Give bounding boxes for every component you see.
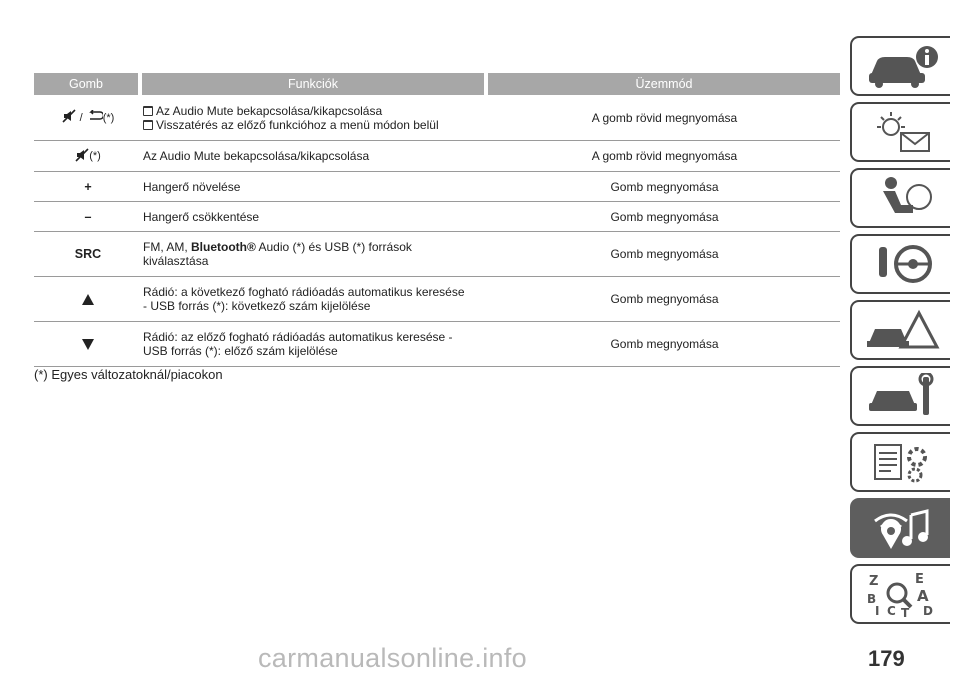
menu-key-icon [143, 120, 153, 130]
button-cell [34, 294, 142, 305]
header-gomb: Gomb [34, 73, 138, 95]
header-funkciok: Funkciók [142, 73, 484, 95]
mode-cell: Gomb megnyomása [610, 337, 719, 351]
function-cell: Rádió: az előző fogható rádióadás automatikus keresése - USB forrás (*): előző szám kijelölése [143, 330, 453, 358]
seat-airbag-icon [861, 175, 941, 221]
svg-text:I: I [875, 604, 880, 617]
tab-car-info[interactable] [850, 36, 950, 96]
watermark: carmanualsonline.info [258, 643, 527, 673]
page-number: 179 [868, 646, 905, 671]
mode-cell: Gomb megnyomása [610, 209, 719, 224]
tab-technical-data[interactable] [850, 432, 950, 492]
table-row [34, 141, 840, 172]
button-suffix: (*) [89, 150, 101, 162]
function-cell: FM, AM, Bluetooth® Audio (*) és USB (*) források kiválasztása [143, 240, 412, 268]
header-uzemmod: Üzemmód [488, 73, 840, 95]
table-header [34, 73, 840, 95]
table-row [34, 277, 840, 322]
chapter-tabs [850, 36, 960, 630]
svg-text:A: A [917, 587, 929, 605]
menu-key-icon [143, 106, 153, 116]
tab-warning-lights[interactable] [850, 102, 950, 162]
svg-text:E: E [915, 572, 924, 587]
button-cell [34, 148, 142, 165]
car-info-icon [861, 43, 941, 89]
button-plus: + [84, 179, 92, 194]
footnote: (*) Egyes változatoknál/piacokon [34, 367, 223, 382]
table-row [34, 322, 840, 367]
svg-text:B: B [867, 592, 877, 606]
table-row [34, 202, 840, 232]
table-row [34, 95, 840, 141]
mode-cell: Gomb megnyomása [610, 179, 719, 194]
function-cell: Az Audio Mute bekapcsolása/kikapcsolása Visszatérés az előző funkcióhoz a menü módon belül [142, 104, 489, 132]
svg-text:C: C [887, 604, 896, 617]
function-cell: Hangerő növelése [143, 179, 241, 194]
multimedia-icon [861, 505, 941, 551]
button-cell: / (*) [34, 109, 142, 126]
mode-cell: Gomb megnyomása [610, 292, 719, 306]
mute-icon [75, 148, 89, 165]
triangle-down-icon [82, 339, 94, 350]
table-row [34, 232, 840, 277]
tab-index[interactable] [850, 564, 950, 624]
button-minus: – [84, 209, 92, 224]
breakdown-icon [861, 307, 941, 353]
key-steering-icon [861, 241, 941, 287]
button-cell [34, 339, 142, 350]
tab-safety[interactable] [850, 168, 950, 228]
function-cell: Az Audio Mute bekapcsolása/kikapcsolása [143, 149, 370, 163]
mode-cell: A gomb rövid megnyomása [591, 149, 738, 163]
car-maintenance-icon [861, 373, 941, 419]
tab-emergency[interactable] [850, 300, 950, 360]
tab-multimedia[interactable] [850, 498, 950, 558]
technical-data-icon [861, 439, 941, 485]
mode-cell: Gomb megnyomása [610, 247, 719, 261]
svg-text:Z: Z [869, 574, 879, 589]
warning-lights-icon [861, 109, 941, 155]
tab-maintenance[interactable] [850, 366, 950, 426]
tab-starting[interactable] [850, 234, 950, 294]
function-cell: Hangerő csökkentése [143, 209, 260, 224]
svg-text:T: T [901, 606, 910, 617]
table-row [34, 172, 840, 202]
svg-text:D: D [923, 604, 933, 617]
function-cell: Rádió: a következő fogható rádióadás automatikus keresése - USB forrás (*): következő szám kijelölése [143, 285, 465, 313]
button-suffix: (*) [102, 111, 115, 124]
mute-icon [62, 109, 76, 126]
triangle-up-icon [82, 294, 94, 305]
mode-cell: A gomb rövid megnyomása [591, 110, 738, 125]
back-arrow-icon [87, 110, 103, 125]
controls-table [34, 73, 840, 367]
button-src: SRC [74, 247, 102, 261]
index-icon [861, 571, 941, 617]
